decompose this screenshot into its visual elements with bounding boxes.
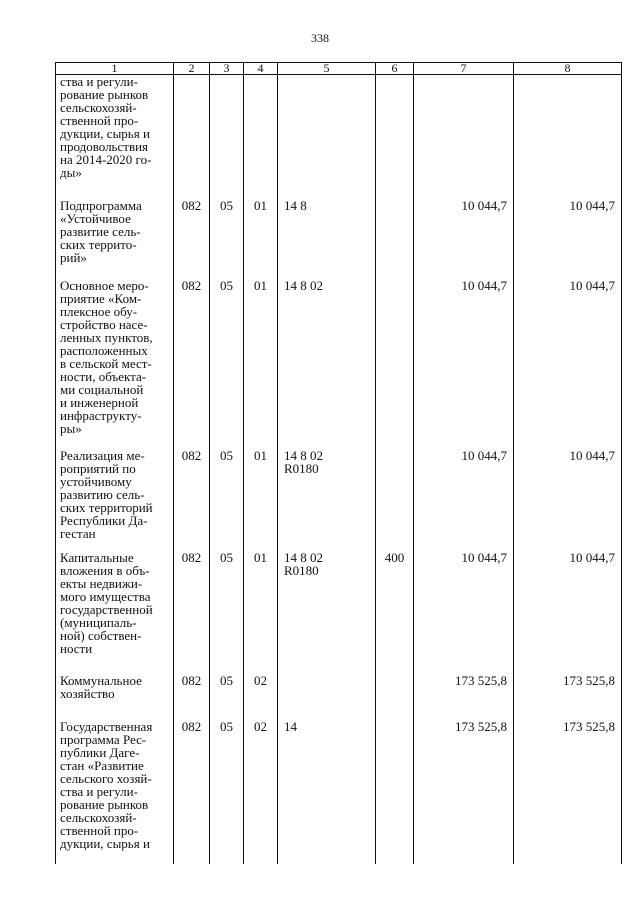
pr-cell: 01	[244, 199, 278, 279]
pr-cell: 02	[244, 720, 278, 864]
table-row	[56, 449, 622, 551]
sum-cell-2	[514, 75, 622, 199]
rz-cell: 05	[210, 551, 244, 674]
row-name-cell: Капитальные вложения в объ- екты недвижи- мого имущества государственной (муниципаль- ной) собствен- ности	[56, 551, 174, 674]
table-row	[56, 75, 622, 199]
ved-cell: 082	[174, 449, 210, 551]
ved-cell: 082	[174, 199, 210, 279]
sum-cell-2: 10 044,7	[514, 449, 622, 551]
ved-cell: 082	[174, 551, 210, 674]
sum-cell-1: 10 044,7	[414, 279, 514, 449]
ved-cell: 082	[174, 674, 210, 720]
rz-cell	[210, 75, 244, 199]
sum-cell-1: 10 044,7	[414, 449, 514, 551]
column-header: 2	[174, 63, 210, 75]
table-row	[56, 279, 622, 449]
column-header: 5	[278, 63, 376, 75]
sum-cell-1	[414, 75, 514, 199]
vr-cell: 400	[376, 551, 414, 674]
column-header: 7	[414, 63, 514, 75]
row-name-cell: Подпрограмма «Устойчивое развитие сель- ских террито- рий»	[56, 199, 174, 279]
sum-cell-2: 173 525,8	[514, 720, 622, 864]
row-name-cell: Реализация ме- роприятий по устойчивому развитию сель- ских территорий Республики Да- гестан	[56, 449, 174, 551]
page-number: 338	[311, 31, 329, 45]
vr-cell	[376, 674, 414, 720]
sum-cell-1: 173 525,8	[414, 674, 514, 720]
rz-cell: 05	[210, 720, 244, 864]
pr-cell: 01	[244, 279, 278, 449]
row-name-cell: Государственная программа Рес- публики Даге- стан «Развитие сельского хозяй- ства и регули- рование рынков сельскохозяй- ственной про- дукции, сырья и	[56, 720, 174, 864]
ved-cell	[174, 75, 210, 199]
sum-cell-2: 10 044,7	[514, 551, 622, 674]
rz-cell: 05	[210, 674, 244, 720]
sum-cell-2: 173 525,8	[514, 674, 622, 720]
csr-cell: 14 8	[278, 199, 376, 279]
table-row	[56, 551, 622, 674]
column-header: 6	[376, 63, 414, 75]
row-name-cell: Основное меро- приятие «Ком- плексное обу- стройство насе- ленных пунктов, расположенных в сельской мест- ности, объекта- ми социальной и инженерной инфраструкту- ры»	[56, 279, 174, 449]
csr-cell: 14 8 02	[278, 279, 376, 449]
table-row	[56, 720, 622, 864]
column-header: 3	[210, 63, 244, 75]
column-header: 4	[244, 63, 278, 75]
sum-cell-1: 10 044,7	[414, 199, 514, 279]
table-header-row	[56, 63, 622, 75]
sum-cell-1: 173 525,8	[414, 720, 514, 864]
budget-table	[55, 62, 622, 864]
pr-cell	[244, 75, 278, 199]
ved-cell: 082	[174, 279, 210, 449]
csr-cell	[278, 75, 376, 199]
sum-cell-2: 10 044,7	[514, 279, 622, 449]
vr-cell	[376, 75, 414, 199]
vr-cell	[376, 720, 414, 864]
rz-cell: 05	[210, 279, 244, 449]
vr-cell	[376, 199, 414, 279]
pr-cell: 01	[244, 449, 278, 551]
csr-cell: 14 8 02 R0180	[278, 449, 376, 551]
sum-cell-2: 10 044,7	[514, 199, 622, 279]
csr-cell: 14 8 02 R0180	[278, 551, 376, 674]
pr-cell: 01	[244, 551, 278, 674]
csr-cell: 14	[278, 720, 376, 864]
table-row	[56, 674, 622, 720]
ved-cell: 082	[174, 720, 210, 864]
vr-cell	[376, 279, 414, 449]
vr-cell	[376, 449, 414, 551]
row-name-cell: Коммунальное хозяйство	[56, 674, 174, 720]
rz-cell: 05	[210, 199, 244, 279]
csr-cell	[278, 674, 376, 720]
column-header: 1	[56, 63, 174, 75]
sum-cell-1: 10 044,7	[414, 551, 514, 674]
row-name-cell: ства и регули- рование рынков сельскохозяй- ственной про- дукции, сырья и продовольствия на 2014-2020 го- ды»	[56, 75, 174, 199]
table-row	[56, 199, 622, 279]
pr-cell: 02	[244, 674, 278, 720]
rz-cell: 05	[210, 449, 244, 551]
column-header: 8	[514, 63, 622, 75]
